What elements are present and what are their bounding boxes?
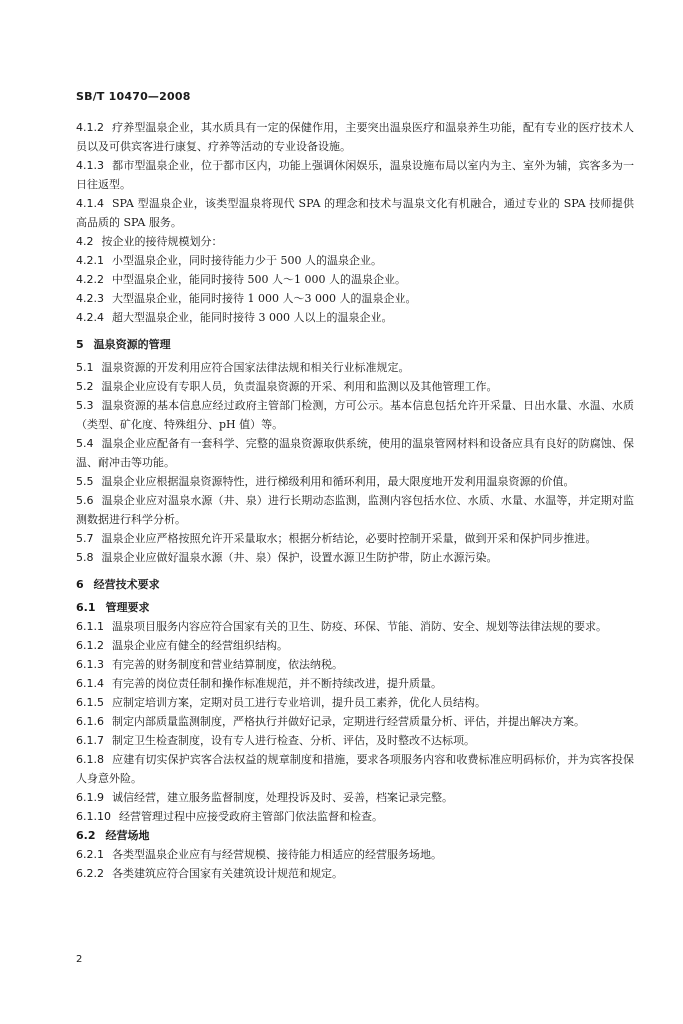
subsection-6-1-list	[76, 617, 634, 826]
clause-number: 6.1.3	[76, 658, 104, 671]
clause-text: 各类型温泉企业应有与经营规模、接待能力相适应的经营服务场地。	[112, 848, 442, 861]
clause-text: 温泉资源的开发利用应符合国家法律法规和相关行业标准规定。	[101, 361, 410, 374]
clause-number: 5.3	[76, 399, 94, 412]
clause-text: 有完善的财务制度和营业结算制度，依法纳税。	[112, 658, 343, 671]
clause-paragraph	[76, 712, 634, 731]
clause-paragraph	[76, 156, 634, 194]
clause-paragraph	[76, 194, 634, 232]
clause-number: 4.2.1	[76, 254, 104, 267]
subsection-6-2-heading	[76, 826, 634, 845]
clause-number: 6.1.9	[76, 791, 104, 804]
clause-text: 温泉企业应设有专职人员，负责温泉资源的开采、利用和监测以及其他管理工作。	[101, 380, 498, 393]
clause-number: 6.1.1	[76, 620, 104, 633]
clause-number: 4.2.3	[76, 292, 104, 305]
document-body	[76, 118, 634, 883]
clause-text: 温泉资源的基本信息应经过政府主管部门检测，方可公示。基本信息包括允许开采量、日出水量、水温、水质（类型、矿化度、特殊组分、pH 值）等。	[76, 399, 634, 431]
clause-number: 6.1.8	[76, 753, 104, 766]
clause-text: 小型温泉企业，同时接待能力少于 500 人的温泉企业。	[112, 254, 382, 267]
clause-paragraph	[76, 655, 634, 674]
clause-text: 温泉企业应做好温泉水源（井、泉）保护，设置水源卫生防护带，防止水源污染。	[101, 551, 498, 564]
clause-text: 诚信经营，建立服务监督制度，处理投诉及时、妥善，档案记录完整。	[112, 791, 453, 804]
subsection-number: 6.1	[76, 601, 96, 614]
clause-number: 6.1.7	[76, 734, 104, 747]
clause-paragraph	[76, 358, 634, 377]
clause-paragraph	[76, 434, 634, 472]
clause-number: 6.2.2	[76, 867, 104, 880]
clause-number: 5.2	[76, 380, 94, 393]
subsection-6-1-heading	[76, 598, 634, 617]
clause-paragraph	[76, 270, 634, 289]
clause-paragraph	[76, 251, 634, 270]
clause-paragraph	[76, 396, 634, 434]
clause-paragraph	[76, 548, 634, 567]
subsection-6-2-list	[76, 845, 634, 883]
clause-text: 超大型温泉企业，能同时接待 3 000 人以上的温泉企业。	[112, 311, 393, 324]
clause-number: 5.4	[76, 437, 94, 450]
section-title: 经营技术要求	[93, 578, 160, 591]
clause-number: 6.2.1	[76, 848, 104, 861]
clause-text: 各类建筑应符合国家有关建筑设计规范和规定。	[112, 867, 343, 880]
clause-paragraph	[76, 491, 634, 529]
section-4-list	[76, 118, 634, 327]
clause-paragraph	[76, 377, 634, 396]
clause-paragraph	[76, 807, 634, 826]
clause-number: 6.1.2	[76, 639, 104, 652]
section-title: 温泉资源的管理	[93, 338, 171, 351]
clause-paragraph	[76, 308, 634, 327]
clause-number: 6.1.6	[76, 715, 104, 728]
clause-text: 温泉企业应配备有一套科学、完整的温泉资源取供系统，使用的温泉管网材料和设备应具有良好的防腐蚀、保温、耐冲击等功能。	[76, 437, 634, 469]
clause-number: 4.1.4	[76, 197, 104, 210]
clause-number: 4.2.2	[76, 273, 104, 286]
clause-text: 有完善的岗位责任制和操作标准规范，并不断持续改进，提升质量。	[112, 677, 442, 690]
clause-paragraph	[76, 636, 634, 655]
standard-code-header: SB/T 10470—2008	[76, 90, 191, 103]
clause-number: 4.1.2	[76, 121, 104, 134]
clause-number: 6.1.10	[76, 810, 111, 823]
clause-number: 5.8	[76, 551, 94, 564]
page-number: 2	[76, 954, 83, 965]
clause-paragraph	[76, 731, 634, 750]
clause-text: 应建有切实保护宾客合法权益的规章制度和措施，要求各项服务内容和收费标准应明码标价，并为宾客投保人身意外险。	[76, 753, 634, 785]
clause-number: 4.2.4	[76, 311, 104, 324]
section-6-heading	[76, 575, 634, 594]
clause-paragraph	[76, 864, 634, 883]
clause-text: 制定内部质量监测制度，严格执行并做好记录，定期进行经营质量分析、评估，并提出解决方案。	[112, 715, 585, 728]
subsection-number: 6.2	[76, 829, 96, 842]
clause-paragraph	[76, 674, 634, 693]
clause-text: 温泉项目服务内容应符合国家有关的卫生、防疫、环保、节能、消防、安全、规划等法律法规的要求。	[112, 620, 607, 633]
clause-number: 6.1.4	[76, 677, 104, 690]
clause-number: 5.6	[76, 494, 94, 507]
clause-text: 大型温泉企业，能同时接待 1 000 人～3 000 人的温泉企业。	[112, 292, 417, 305]
clause-number: 4.2	[76, 235, 94, 248]
clause-text: 疗养型温泉企业，其水质具有一定的保健作用，主要突出温泉医疗和温泉养生功能，配有专业的医疗技术人员以及可供宾客进行康复、疗养等活动的专业设备设施。	[76, 121, 634, 153]
clause-number: 4.1.3	[76, 159, 104, 172]
clause-paragraph	[76, 750, 634, 788]
clause-paragraph	[76, 118, 634, 156]
clause-text: 温泉企业应有健全的经营组织结构。	[112, 639, 288, 652]
section-5-list	[76, 358, 634, 567]
clause-paragraph	[76, 617, 634, 636]
subsection-title: 管理要求	[105, 601, 150, 614]
clause-paragraph	[76, 788, 634, 807]
section-number: 5	[76, 338, 84, 351]
clause-number: 5.7	[76, 532, 94, 545]
clause-text: 应制定培训方案，定期对员工进行专业培训，提升员工素养，优化人员结构。	[112, 696, 486, 709]
clause-text: 温泉企业应对温泉水源（井、泉）进行长期动态监测，监测内容包括水位、水质、水量、水温等，并定期对监测数据进行科学分析。	[76, 494, 634, 526]
subsection-title: 经营场地	[105, 829, 150, 842]
clause-text: 中型温泉企业，能同时接待 500 人～1 000 人的温泉企业。	[112, 273, 406, 286]
clause-paragraph	[76, 472, 634, 491]
section-5-heading	[76, 335, 634, 354]
clause-text: 温泉企业应严格按照允许开采量取水；根据分析结论，必要时控制开采量，做到开采和保护同步推进。	[101, 532, 597, 545]
clause-paragraph	[76, 529, 634, 548]
section-number: 6	[76, 578, 84, 591]
clause-text: 都市型温泉企业，位于都市区内，功能上强调休闲娱乐，温泉设施布局以室内为主、室外为辅，宾客多为一日往返型。	[76, 159, 634, 191]
clause-number: 6.1.5	[76, 696, 104, 709]
clause-number: 5.5	[76, 475, 94, 488]
clause-paragraph	[76, 232, 634, 251]
clause-text: SPA 型温泉企业，该类型温泉将现代 SPA 的理念和技术与温泉文化有机融合，通过专业的 SPA 技师提供高品质的 SPA 服务。	[76, 197, 634, 229]
clause-text: 按企业的接待规模划分：	[101, 235, 223, 248]
clause-paragraph	[76, 693, 634, 712]
clause-text: 经营管理过程中应接受政府主管部门依法监督和检查。	[119, 810, 383, 823]
clause-paragraph	[76, 289, 634, 308]
clause-number: 5.1	[76, 361, 94, 374]
clause-text: 制定卫生检查制度，设有专人进行检查、分析、评估，及时整改不达标项。	[112, 734, 475, 747]
clause-text: 温泉企业应根据温泉资源特性，进行梯级利用和循环利用，最大限度地开发利用温泉资源的价值。	[101, 475, 575, 488]
clause-paragraph	[76, 845, 634, 864]
